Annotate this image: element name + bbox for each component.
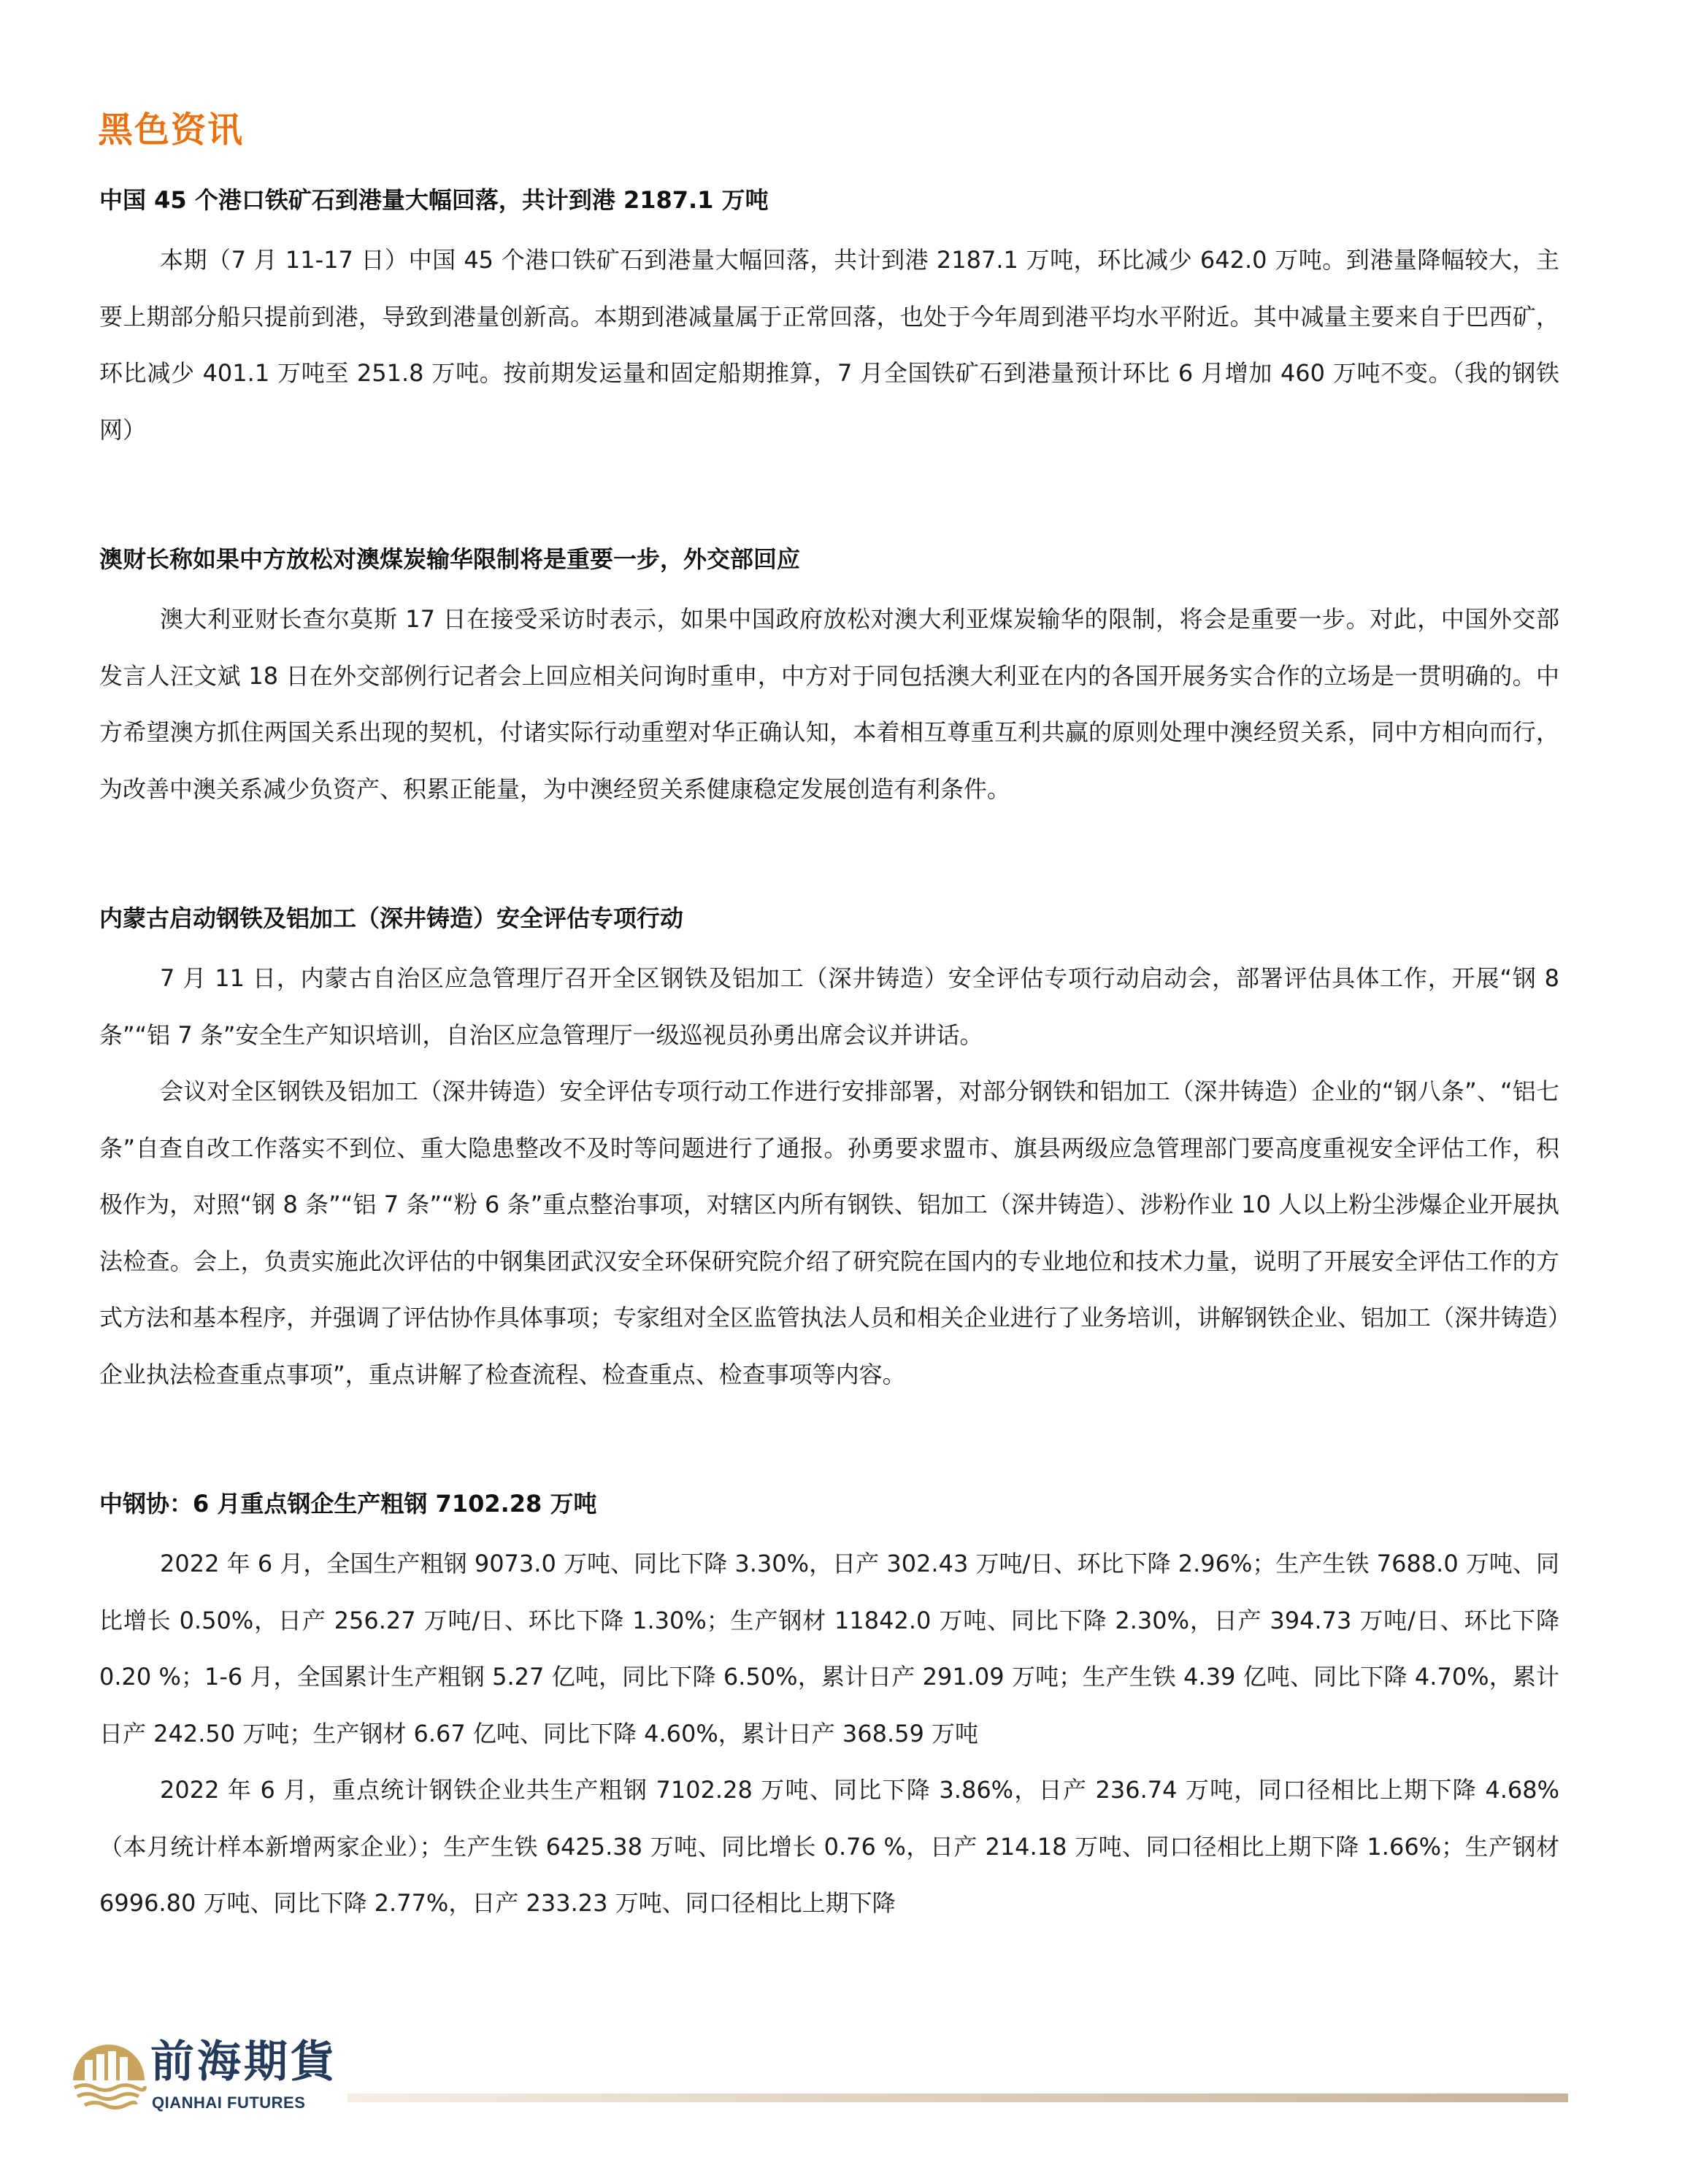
article-paragraph: 澳大利亚财长查尔莫斯 17 日在接受采访时表示，如果中国政府放松对澳大利亚煤炭输华的限制，将会是重要一步。对此，中国外交部发言人汪文斌 18 日在外交部例行记者会上回应相关问询时重申，中方对于同包括澳大利亚在内的各国开展务实合作的立场是一贯明确的。中方希望澳方抓住两国关系出现的契机，付诸实际行动重塑对华正确认知，本着相互尊重互利共赢的原则处理中澳经贸关系，同中方相向而行，为改善中澳关系减少负资产、积累正能量，为中澳经贸关系健康稳定发展创造有利条件。 — [99, 605, 1559, 803]
news-content — [99, 178, 1559, 1932]
news-article — [99, 896, 1559, 1403]
news-article — [99, 1482, 1559, 1932]
company-logo — [63, 2032, 337, 2120]
article-paragraph: 会议对全区钢铁及铝加工（深井铸造）安全评估专项行动工作进行安排部署，对部分钢铁和铝加工（深井铸造）企业的“钢八条”、“铝七条”自查自改工作落实不到位、重大隐患整改不及时等问题进行了通报。孙勇要求盟市、旗县两级应急管理部门要高度重视安全评估工作，积极作为，对照“钢 8 条”“铝 7 条”“粉 6 条”重点整治事项，对辖区内所有钢铁、铝加工（深井铸造）、涉粉作业 10 人以上粉尘涉爆企业开展执法检查。会上，负责实施此次评估的中钢集团武汉安全环保研究院介绍了研究院在国内的专业地位和技术力量，说明了开展安全评估工作的方式方法和基本程序，并强调了评估协作具体事项；专家组对全区监管执法人员和相关企业进行了业务培训，讲解钢铁企业、铝加工（深井铸造）企业执法检查重点事项”，重点讲解了检查流程、检查重点、检查事项等内容。 — [99, 1077, 1560, 1388]
logo-chinese-name: 前海期貨 — [150, 2037, 337, 2088]
article-heading: 内蒙古启动钢铁及铝加工（深井铸造）安全评估专项行动 — [99, 904, 684, 932]
section-title: 黑色资讯 — [98, 109, 245, 150]
article-heading: 澳财长称如果中方放松对澳煤炭输华限制将是重要一步，外交部回应 — [99, 545, 801, 573]
article-heading: 中钢协：6 月重点钢企生产粗钢 7102.28 万吨 — [99, 1490, 597, 1518]
article-paragraph: 本期（7 月 11-17 日）中国 45 个港口铁矿石到港量大幅回落，共计到港 2187.1 万吨，环比减少 642.0 万吨。到港量降幅较大，主要上期部分船只提前到港，导致到港量创新高。本期到港减量属于正常回落，也处于今年周到港平均水平附近。其中减量主要来自于巴西矿，环比减少 401.1 万吨至 251.8 万吨。按前期发运量和固定船期推算，7 月全国铁矿石到港量预计环比 6 月增加 460 万吨不变。（我的钢铁网） — [99, 246, 1559, 444]
article-paragraph: 2022 年 6 月，重点统计钢铁企业共生产粗钢 7102.28 万吨、同比下降 3.86%，日产 236.74 万吨，同口径相比上期下降 4.68%（本月统计样本新增两家企业）；生产生铁 6425.38 万吨、同比增长 0.76 %，日产 214.18 万吨、同口径相比上期下降 1.66%；生产钢材 6996.80 万吨、同比下降 2.77%，日产 233.23 万吨、同口径相比上期下降 — [99, 1776, 1559, 1917]
article-paragraph: 2022 年 6 月，全国生产粗钢 9073.0 万吨、同比下降 3.30%，日产 302.43 万吨/日、环比下降 2.96%；生产生铁 7688.0 万吨、同比增长 0.50%，日产 256.27 万吨/日、环比下降 1.30%；生产钢材 11842.0 万吨、同比下降 2.30%，日产 394.73 万吨/日、环比下降 0.20 %；1-6 月，全国累计生产粗钢 5.27 亿吨，同比下降 6.50%，累计日产 291.09 万吨；生产生铁 4.39 亿吨、同比下降 4.70%，累计日产 242.50 万吨；生产钢材 6.67 亿吨、同比下降 4.60%，累计日产 368.59 万吨 — [99, 1550, 1559, 1747]
news-article — [99, 537, 1559, 818]
news-article — [99, 178, 1559, 458]
logo-mark-icon — [69, 2038, 149, 2118]
footer-divider — [347, 2093, 1568, 2102]
logo-english-name: QIANHAI FUTURES — [152, 2093, 306, 2112]
article-paragraph: 7 月 11 日，内蒙古自治区应急管理厅召开全区钢铁及铝加工（深井铸造）安全评估专项行动启动会，部署评估具体工作，开展“钢 8 条”“铝 7 条”安全生产知识培训，自治区应急管理厅一级巡视员孙勇出席会议并讲话。 — [99, 964, 1559, 1049]
article-heading: 中国 45 个港口铁矿石到港量大幅回落，共计到港 2187.1 万吨 — [99, 186, 769, 214]
